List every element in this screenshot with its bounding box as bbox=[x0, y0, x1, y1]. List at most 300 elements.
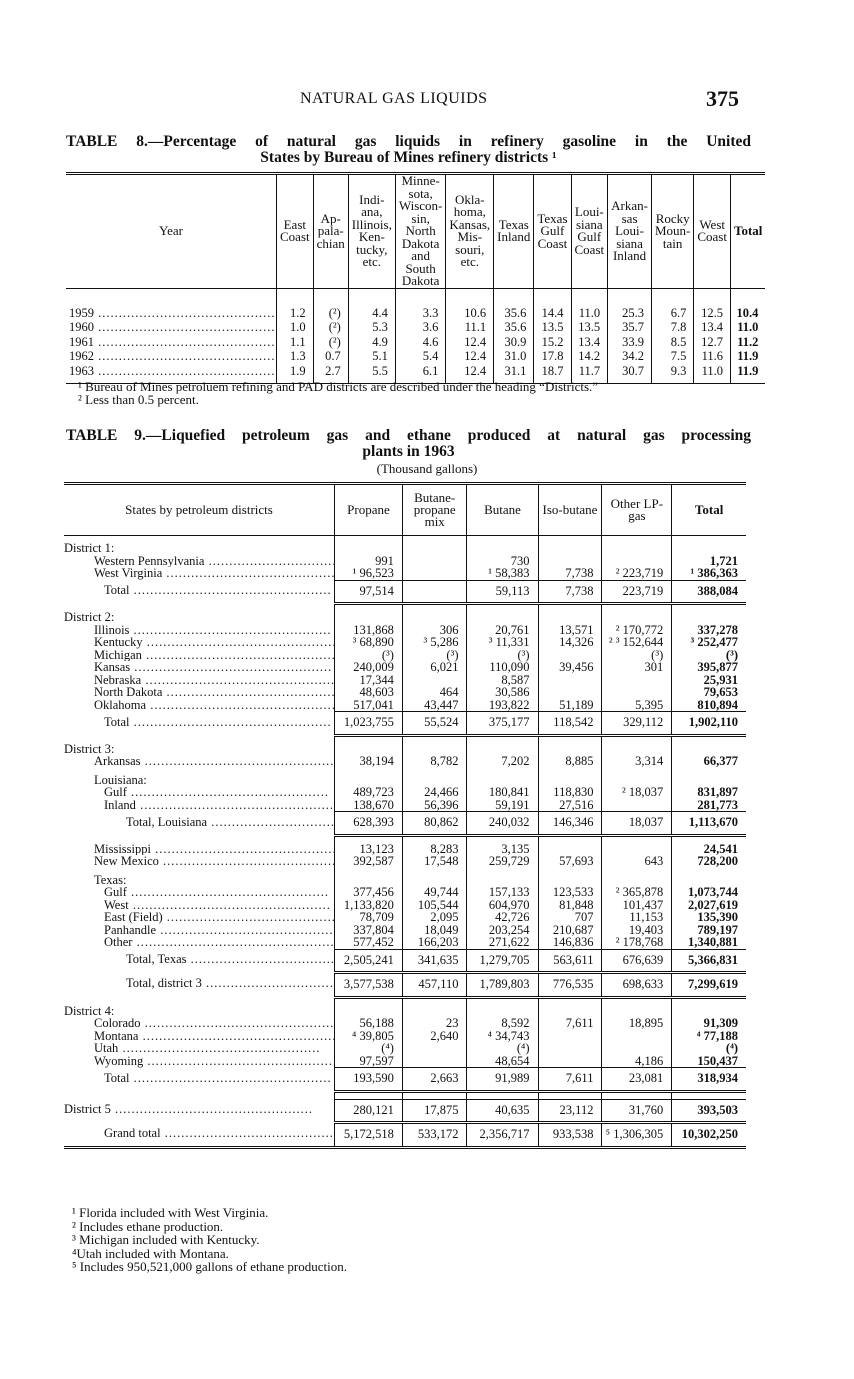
table9-cell: 17,875 bbox=[402, 1099, 467, 1123]
table9-row-label: District 4: bbox=[64, 1004, 115, 1017]
table9-cell bbox=[538, 686, 602, 699]
table9-cell: ² 178,768 bbox=[602, 936, 672, 949]
table9-row bbox=[64, 1042, 746, 1055]
table9-row-label: Kentucky ..... bbox=[64, 636, 335, 649]
table9-row-label: Texas: bbox=[94, 873, 127, 886]
table9-cell: 19,403 bbox=[602, 924, 672, 937]
table9-cell: 1,133,820 bbox=[335, 899, 403, 912]
table9-cell: ² 223,719 bbox=[602, 567, 672, 580]
table9-cell: ⁴ 39,805 bbox=[335, 1030, 403, 1043]
table9-row bbox=[64, 799, 746, 812]
table9-cell: 240,009 bbox=[335, 661, 403, 674]
table9-row-label: North Dakota ..... bbox=[64, 686, 335, 699]
table9-cell: 2,095 bbox=[402, 911, 467, 924]
table8-cell: 11.1 bbox=[446, 319, 494, 334]
table9-cell: 17,548 bbox=[402, 855, 467, 868]
table8-cell: 1.9 bbox=[277, 363, 314, 384]
table9-spacer-cell bbox=[402, 735, 467, 743]
table9-cell: 79,653 bbox=[672, 686, 746, 699]
table8-year-cell: 1961 ..... bbox=[66, 334, 277, 349]
table8-col-header: East Coast bbox=[277, 174, 314, 289]
table9-cell: 135,390 bbox=[672, 911, 746, 924]
table8-cell: 6.7 bbox=[651, 288, 693, 319]
table8-cell: 4.4 bbox=[348, 288, 395, 319]
table8-row bbox=[66, 288, 765, 319]
table9-cell: 180,841 bbox=[467, 786, 538, 799]
table9-cell: 23,081 bbox=[602, 1068, 672, 1092]
table9-total-row bbox=[64, 812, 746, 836]
table9-row-label: Total ..... bbox=[64, 712, 335, 736]
table9-cell: 14,326 bbox=[538, 636, 602, 649]
table9-cell: 7,738 bbox=[538, 580, 602, 604]
table9-cell bbox=[538, 1042, 602, 1055]
table8 bbox=[66, 172, 765, 384]
table9-col-header: States by petroleum districts bbox=[64, 484, 335, 536]
table9-cell: 392,587 bbox=[335, 855, 403, 868]
table9 bbox=[64, 482, 746, 1149]
table9-cell bbox=[538, 611, 602, 624]
table8-cell: 13.4 bbox=[571, 334, 608, 349]
table8-row bbox=[66, 334, 765, 349]
table8-cell: 4.6 bbox=[395, 334, 446, 349]
table9-cell bbox=[467, 611, 538, 624]
table9-row-label: West Virginia ..... bbox=[64, 567, 335, 580]
table9-cell bbox=[602, 542, 672, 555]
table9-spacer-cell bbox=[467, 735, 538, 743]
table8-cell: 11.0 bbox=[571, 288, 608, 319]
table9-row bbox=[64, 1030, 746, 1043]
table9-spacer-cell bbox=[402, 997, 467, 1005]
table9-cell: 643 bbox=[602, 855, 672, 868]
table9-cell: 203,254 bbox=[467, 924, 538, 937]
table9-cell: 166,203 bbox=[402, 936, 467, 949]
table9-cell: 2,356,717 bbox=[467, 1123, 538, 1148]
table9-col-header: Butane bbox=[467, 484, 538, 536]
table8-cell: 13.5 bbox=[571, 319, 608, 334]
table9-cell bbox=[602, 799, 672, 812]
table8-col-header: Year bbox=[66, 174, 277, 289]
table9-spacer-cell bbox=[64, 1091, 335, 1099]
table8-footnote-2: ² Less than 0.5 percent. bbox=[78, 392, 199, 407]
table9-cell: 138,670 bbox=[335, 799, 403, 812]
table9-cell: 789,197 bbox=[672, 924, 746, 937]
table9-cell: 7,299,619 bbox=[672, 973, 746, 998]
table9-cell: (³) bbox=[602, 649, 672, 662]
table9-caption-line1: TABLE 9.—Liquefied petroleum gas and ethane produced at natural gas processing bbox=[66, 427, 751, 444]
table9-cell: 7,738 bbox=[538, 567, 602, 580]
table9-col-header: Other LP-gas bbox=[602, 484, 672, 536]
table9-cell: 457,110 bbox=[402, 973, 467, 998]
table8-cell: (²) bbox=[313, 334, 348, 349]
table9-cell: 7,202 bbox=[467, 755, 538, 768]
table9-cell: 24,541 bbox=[672, 843, 746, 856]
table9-cell: 698,633 bbox=[602, 973, 672, 998]
table9-cell: 341,635 bbox=[402, 949, 467, 973]
table9-cell bbox=[538, 674, 602, 687]
table9-spacer-cell bbox=[64, 604, 335, 612]
table9-cell bbox=[402, 580, 467, 604]
table9-row-label: Colorado ..... bbox=[64, 1017, 335, 1030]
table9-row-label: Mississippi ..... bbox=[64, 843, 335, 856]
table8-cell: 1.1 bbox=[277, 334, 314, 349]
table8-col-header: Texas Inland bbox=[494, 174, 534, 289]
table9-cell: 30,586 bbox=[467, 686, 538, 699]
table9-cell: 5,366,831 bbox=[672, 949, 746, 973]
table8-cell: 14.4 bbox=[534, 288, 571, 319]
page-number: 375 bbox=[706, 86, 739, 111]
table9-cell: (⁴) bbox=[467, 1042, 538, 1055]
table8-cell: 34.2 bbox=[608, 348, 652, 363]
table9-cell: 707 bbox=[538, 911, 602, 924]
table9-total-row bbox=[64, 973, 746, 998]
table8-header-row bbox=[66, 174, 765, 289]
table9-row-label: Utah ..... bbox=[64, 1042, 335, 1055]
table8-col-header: Rocky Moun-tain bbox=[651, 174, 693, 289]
table8-year-cell: 1962 ..... bbox=[66, 348, 277, 363]
table9-cell bbox=[538, 1030, 602, 1043]
table9-cell: ¹ 58,383 bbox=[467, 567, 538, 580]
table9-cell: 210,687 bbox=[538, 924, 602, 937]
table9-row-label: West ..... bbox=[64, 899, 335, 912]
table9-cell: 18,049 bbox=[402, 924, 467, 937]
table9-row bbox=[64, 886, 746, 899]
running-title: NATURAL GAS LIQUIDS bbox=[300, 90, 488, 107]
table9-spacer-cell bbox=[64, 835, 335, 843]
table9-cell: 337,804 bbox=[335, 924, 403, 937]
table9-footnotes bbox=[72, 1206, 347, 1274]
table8-row bbox=[66, 348, 765, 363]
table9-cell: (³) bbox=[672, 649, 746, 662]
table9-cell: 533,172 bbox=[402, 1123, 467, 1148]
table9-row-label: Total ..... bbox=[64, 1068, 335, 1092]
table8-cell: 12.7 bbox=[694, 334, 731, 349]
table8-cell: 4.9 bbox=[348, 334, 395, 349]
table8-col-header: Loui-siana Gulf Coast bbox=[571, 174, 608, 289]
table9-footnote-4: ⁴Utah included with Montana. bbox=[72, 1245, 229, 1261]
table9-row-label: Panhandle ..... bbox=[64, 924, 335, 937]
table8-caption-line2: States by Bureau of Mines refinery districts ¹ bbox=[260, 149, 557, 166]
table9-cell: 5,395 bbox=[602, 699, 672, 712]
table9-cell: 4,186 bbox=[602, 1055, 672, 1068]
table9-row bbox=[64, 755, 746, 768]
table9-cell bbox=[402, 555, 467, 568]
table9-cell: 13,123 bbox=[335, 843, 403, 856]
table9-col-header: Total bbox=[672, 484, 746, 536]
table9-cell bbox=[602, 1030, 672, 1043]
table9-cell: 271,622 bbox=[467, 936, 538, 949]
table8-col-header: Texas Gulf Coast bbox=[534, 174, 571, 289]
table9-cell: ² 170,772 bbox=[602, 624, 672, 637]
table9-cell: 1,113,670 bbox=[672, 812, 746, 836]
table9-cell: ⁴ 34,743 bbox=[467, 1030, 538, 1043]
table9-row-label: Gulf ..... bbox=[64, 786, 335, 799]
table9-cell: 123,533 bbox=[538, 886, 602, 899]
table9-cell: (⁴) bbox=[335, 1042, 403, 1055]
table9-cell: 51,189 bbox=[538, 699, 602, 712]
table9-cell: 49,744 bbox=[402, 886, 467, 899]
table9-spacer-cell bbox=[538, 997, 602, 1005]
table9-row-label: Oklahoma ..... bbox=[64, 699, 335, 712]
table9-cell: 604,970 bbox=[467, 899, 538, 912]
table8-col-header: Okla-homa, Kansas, Mis-souri, etc. bbox=[446, 174, 494, 289]
table9-cell: 388,084 bbox=[672, 580, 746, 604]
table9-cell: 3,577,538 bbox=[335, 973, 403, 998]
table9-cell bbox=[402, 1055, 467, 1068]
table8-cell: 5.5 bbox=[348, 363, 395, 384]
table9-cell: 375,177 bbox=[467, 712, 538, 736]
table8-cell: 12.5 bbox=[694, 288, 731, 319]
table8-year-cell: 1963 ..... bbox=[66, 363, 277, 384]
table9-cell: 43,447 bbox=[402, 699, 467, 712]
table9-cell: 933,538 bbox=[538, 1123, 602, 1148]
table9-cell: 118,542 bbox=[538, 712, 602, 736]
table9-cell: 8,782 bbox=[402, 755, 467, 768]
table9-spacer-cell bbox=[335, 735, 403, 743]
table9-row bbox=[64, 911, 746, 924]
table9-cell: 91,989 bbox=[467, 1068, 538, 1092]
table9-row bbox=[64, 1055, 746, 1068]
table9-cell: (³) bbox=[402, 649, 467, 662]
table8-cell: 15.2 bbox=[534, 334, 571, 349]
table9-spacer-cell bbox=[672, 1091, 746, 1099]
table9-cell: ³ 68,890 bbox=[335, 636, 403, 649]
table9-cell: 301 bbox=[602, 661, 672, 674]
table8-cell: 13.4 bbox=[694, 319, 731, 334]
table9-cell: 66,377 bbox=[672, 755, 746, 768]
table8-cell: 30.9 bbox=[494, 334, 534, 349]
table9-cell bbox=[602, 674, 672, 687]
table9-cell: 393,503 bbox=[672, 1099, 746, 1123]
table9-cell: 329,112 bbox=[602, 712, 672, 736]
table9-cell: 118,830 bbox=[538, 786, 602, 799]
table9-cell: 91,309 bbox=[672, 1017, 746, 1030]
table9-total-row bbox=[64, 712, 746, 736]
table9-cell bbox=[402, 611, 467, 624]
table8-caption bbox=[66, 134, 751, 166]
table9-cell bbox=[602, 686, 672, 699]
table9-cell: 7,611 bbox=[538, 1068, 602, 1092]
table8-cell: 18.7 bbox=[534, 363, 571, 384]
table9-cell: 280,121 bbox=[335, 1099, 403, 1123]
table9-cell: ⁴ 77,188 bbox=[672, 1030, 746, 1043]
table8-cell: 10.6 bbox=[446, 288, 494, 319]
table9-row bbox=[64, 674, 746, 687]
table9-row-label: Other ..... bbox=[64, 936, 335, 949]
table9-spacer-cell bbox=[402, 1091, 467, 1099]
table9-cell: 23,112 bbox=[538, 1099, 602, 1123]
table8-cell: 11.2 bbox=[730, 334, 765, 349]
table8-cell: (²) bbox=[313, 288, 348, 319]
table9-spacer-row bbox=[64, 1091, 746, 1099]
table9-total-row bbox=[64, 1099, 746, 1123]
table8-cell: 11.7 bbox=[571, 363, 608, 384]
table9-cell bbox=[402, 1042, 467, 1055]
table9-cell: 110,090 bbox=[467, 661, 538, 674]
table8-col-header: Indi-ana, Illinois, Ken-tucky, etc. bbox=[348, 174, 395, 289]
table9-cell: 3,314 bbox=[602, 755, 672, 768]
table9-row bbox=[64, 855, 746, 868]
table9-cell: 97,514 bbox=[335, 580, 403, 604]
table9-row-label: New Mexico ..... bbox=[64, 855, 335, 868]
table8-col-header: Arkan-sas Loui-siana Inland bbox=[608, 174, 652, 289]
table9-spacer-cell bbox=[602, 735, 672, 743]
table9-row-label: District 3: bbox=[64, 742, 115, 755]
table9-spacer-row bbox=[64, 835, 746, 843]
table9-cell: 146,346 bbox=[538, 812, 602, 836]
table8-row bbox=[66, 319, 765, 334]
table9-cell: 306 bbox=[402, 624, 467, 637]
table9-spacer-row bbox=[64, 604, 746, 612]
table9-cell: 101,437 bbox=[602, 899, 672, 912]
table9-cell: 563,611 bbox=[538, 949, 602, 973]
table8-cell: (²) bbox=[313, 319, 348, 334]
table8-cell: 14.2 bbox=[571, 348, 608, 363]
table9-cell: 56,396 bbox=[402, 799, 467, 812]
table9-spacer-cell bbox=[64, 735, 335, 743]
table8-col-header: Ap-pala-chian bbox=[313, 174, 348, 289]
table8-footnotes bbox=[78, 380, 598, 406]
table9-cell: 377,456 bbox=[335, 886, 403, 899]
table9-row-label: Total, district 3 ..... bbox=[64, 973, 335, 998]
table8-cell: 35.7 bbox=[608, 319, 652, 334]
table9-cell: 6,021 bbox=[402, 661, 467, 674]
table9-spacer-cell bbox=[402, 604, 467, 612]
table9-cell: 81,848 bbox=[538, 899, 602, 912]
table9-cell: 810,894 bbox=[672, 699, 746, 712]
table9-total-row bbox=[64, 1123, 746, 1148]
table9-cell: 395,877 bbox=[672, 661, 746, 674]
table9-row-label: Inland ..... bbox=[64, 799, 335, 812]
table8-cell: 12.4 bbox=[446, 363, 494, 384]
table9-cell: 776,535 bbox=[538, 973, 602, 998]
table9-cell: 150,437 bbox=[672, 1055, 746, 1068]
table8-cell: 12.4 bbox=[446, 348, 494, 363]
table8-cell: 30.7 bbox=[608, 363, 652, 384]
table9-spacer-cell bbox=[467, 1091, 538, 1099]
table9-cell: ² 365,878 bbox=[602, 886, 672, 899]
table9-row-label: East (Field) ..... bbox=[64, 911, 335, 924]
table9-cell: 1,902,110 bbox=[672, 712, 746, 736]
table9-cell: 223,719 bbox=[602, 580, 672, 604]
table9-cell bbox=[335, 611, 403, 624]
table8-body bbox=[66, 288, 765, 384]
table9-cell: 831,897 bbox=[672, 786, 746, 799]
table8-cell: 13.5 bbox=[534, 319, 571, 334]
table9-cell: 40,635 bbox=[467, 1099, 538, 1123]
table9-cell bbox=[602, 1042, 672, 1055]
table9-cell: ³ 5,286 bbox=[402, 636, 467, 649]
table8-cell: 7.5 bbox=[651, 348, 693, 363]
table9-spacer-cell bbox=[602, 835, 672, 843]
table9-cell bbox=[402, 567, 467, 580]
table9-cell: (⁴) bbox=[672, 1042, 746, 1055]
table9-cell: 1,789,803 bbox=[467, 973, 538, 998]
table9-cell: 55,524 bbox=[402, 712, 467, 736]
table9-cell: 318,934 bbox=[672, 1068, 746, 1092]
table9-cell: 42,726 bbox=[467, 911, 538, 924]
table9-row-label: Illinois ..... bbox=[64, 624, 335, 637]
table8-cell: 7.8 bbox=[651, 319, 693, 334]
table9-row-label: Louisiana: bbox=[94, 773, 147, 786]
table9-row bbox=[64, 611, 746, 624]
table8-cell: 11.9 bbox=[730, 348, 765, 363]
table9-cell: 464 bbox=[402, 686, 467, 699]
table9-spacer-row bbox=[64, 735, 746, 743]
table9-spacer-cell bbox=[672, 604, 746, 612]
table9-row-label: Nebraska ..... bbox=[64, 674, 335, 687]
table9-row bbox=[64, 542, 746, 555]
table8-cell: 33.9 bbox=[608, 334, 652, 349]
table8-cell: 9.3 bbox=[651, 363, 693, 384]
table9-cell: 1,073,744 bbox=[672, 886, 746, 899]
table9-row bbox=[64, 786, 746, 799]
table9-row-label: District 5 ..... bbox=[64, 1099, 335, 1123]
table8-cell: 5.4 bbox=[395, 348, 446, 363]
table9-caption-line2: plants in 1963 bbox=[362, 443, 455, 460]
table9-cell: 59,191 bbox=[467, 799, 538, 812]
table9-cell: 48,603 bbox=[335, 686, 403, 699]
table8-caption-line1: TABLE 8.—Percentage of natural gas liquids in refinery gasoline in the United bbox=[66, 133, 751, 150]
table9-cell: 193,590 bbox=[335, 1068, 403, 1092]
table9-cell: 517,041 bbox=[335, 699, 403, 712]
table8-cell: 3.6 bbox=[395, 319, 446, 334]
table9-cell: 80,862 bbox=[402, 812, 467, 836]
table9-row bbox=[64, 699, 746, 712]
table8-cell: 10.4 bbox=[730, 288, 765, 319]
table9-cell: 489,723 bbox=[335, 786, 403, 799]
table9-row bbox=[64, 686, 746, 699]
table9-row bbox=[64, 567, 746, 580]
table9-cell: ¹ 386,363 bbox=[672, 567, 746, 580]
table9-cell: 8,885 bbox=[538, 755, 602, 768]
table8-cell: 17.8 bbox=[534, 348, 571, 363]
table9-cell: ¹ 96,523 bbox=[335, 567, 403, 580]
table9-cell: ³ 252,477 bbox=[672, 636, 746, 649]
table9-cell: 131,868 bbox=[335, 624, 403, 637]
table9-spacer-cell bbox=[467, 997, 538, 1005]
table9-body bbox=[64, 536, 746, 1148]
table9-footnote-3: ³ Michigan included with Kentucky. bbox=[72, 1232, 260, 1247]
table9-spacer-cell bbox=[335, 997, 403, 1005]
table9-footnote-2: ² Includes ethane production. bbox=[72, 1218, 224, 1234]
table9-cell: 20,761 bbox=[467, 624, 538, 637]
table9-row-label: Gulf ..... bbox=[64, 886, 335, 899]
table8-cell: 11.0 bbox=[730, 319, 765, 334]
table9-spacer-cell bbox=[335, 1091, 403, 1099]
table9-cell: 10,302,250 bbox=[672, 1123, 746, 1148]
table9-row-label: Total ..... bbox=[64, 580, 335, 604]
table9-row-label: Total, Texas ..... bbox=[64, 949, 335, 973]
table9-spacer-cell bbox=[538, 1091, 602, 1099]
table8-cell: 0.7 bbox=[313, 348, 348, 363]
table9-row-label: Montana ..... bbox=[64, 1030, 335, 1043]
table9-cell: ³ 11,331 bbox=[467, 636, 538, 649]
table9-total-row bbox=[64, 1068, 746, 1092]
table9-cell: 25,931 bbox=[672, 674, 746, 687]
table9-row bbox=[64, 936, 746, 949]
table9-cell: 240,032 bbox=[467, 812, 538, 836]
table9-cell: 1,340,881 bbox=[672, 936, 746, 949]
table9-cell: 11,153 bbox=[602, 911, 672, 924]
table9-cell: 193,822 bbox=[467, 699, 538, 712]
table9-caption bbox=[66, 428, 751, 460]
table9-cell: 27,516 bbox=[538, 799, 602, 812]
table9-cell: 2,663 bbox=[402, 1068, 467, 1092]
table9-spacer-cell bbox=[538, 735, 602, 743]
table9-spacer-cell bbox=[64, 997, 335, 1005]
table9-cell: 2,027,619 bbox=[672, 899, 746, 912]
table9-cell: 157,133 bbox=[467, 886, 538, 899]
